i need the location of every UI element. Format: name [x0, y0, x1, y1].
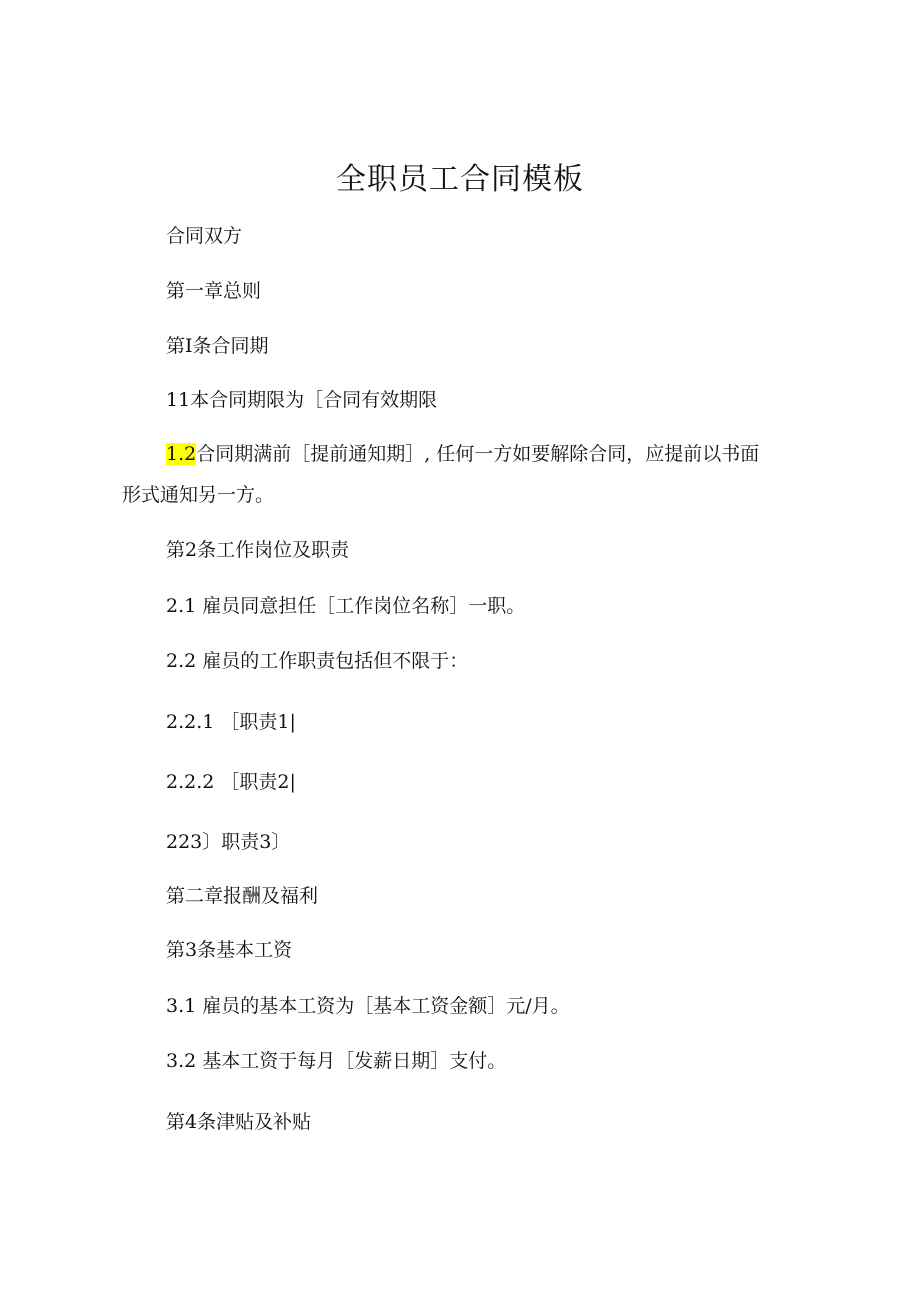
clause-3-1: 3.1 雇员的基本工资为［基本工资金额］元/月。: [166, 995, 570, 1017]
clause-2-2-1: 2.2.1 ［职责1|: [166, 711, 296, 733]
chapter-2-heading: 第二章报酬及福利: [166, 885, 319, 907]
clause-1-2-text: 合同期满前［提前通知期］, 任何一方如要解除合同，应提前以书面: [196, 443, 760, 465]
clause-2-1: 2.1 雇员同意担任［工作岗位名称］一职。: [166, 595, 526, 617]
chapter-1-heading: 第一章总则: [166, 280, 262, 302]
clause-1-2-number: 1.2: [166, 443, 197, 465]
article-2-heading: 第2条工作岗位及职责: [166, 539, 350, 561]
article-1-heading: 第I条合同期: [166, 335, 269, 357]
clause-1-1: 11本合同期限为［合同有效期限: [166, 389, 438, 411]
clause-1-2-continuation: 形式通知另一方。: [122, 484, 275, 506]
clause-2-2-3: 223〕职责3〕: [166, 831, 291, 853]
clause-2-2-2: 2.2.2 ［职责2|: [166, 771, 296, 793]
clause-3-2: 3.2 基本工资于每月［发薪日期］支付。: [166, 1050, 507, 1072]
article-3-heading: 第3条基本工资: [166, 939, 293, 961]
article-4-heading: 第4条津贴及补贴: [166, 1111, 312, 1133]
document-title: 全职员工合同模板: [336, 162, 584, 197]
clause-1-2: [166, 440, 759, 468]
clause-2-2: 2.2 雇员的工作职责包括但不限于：: [166, 650, 469, 672]
contract-parties-heading: 合同双方: [166, 225, 243, 247]
